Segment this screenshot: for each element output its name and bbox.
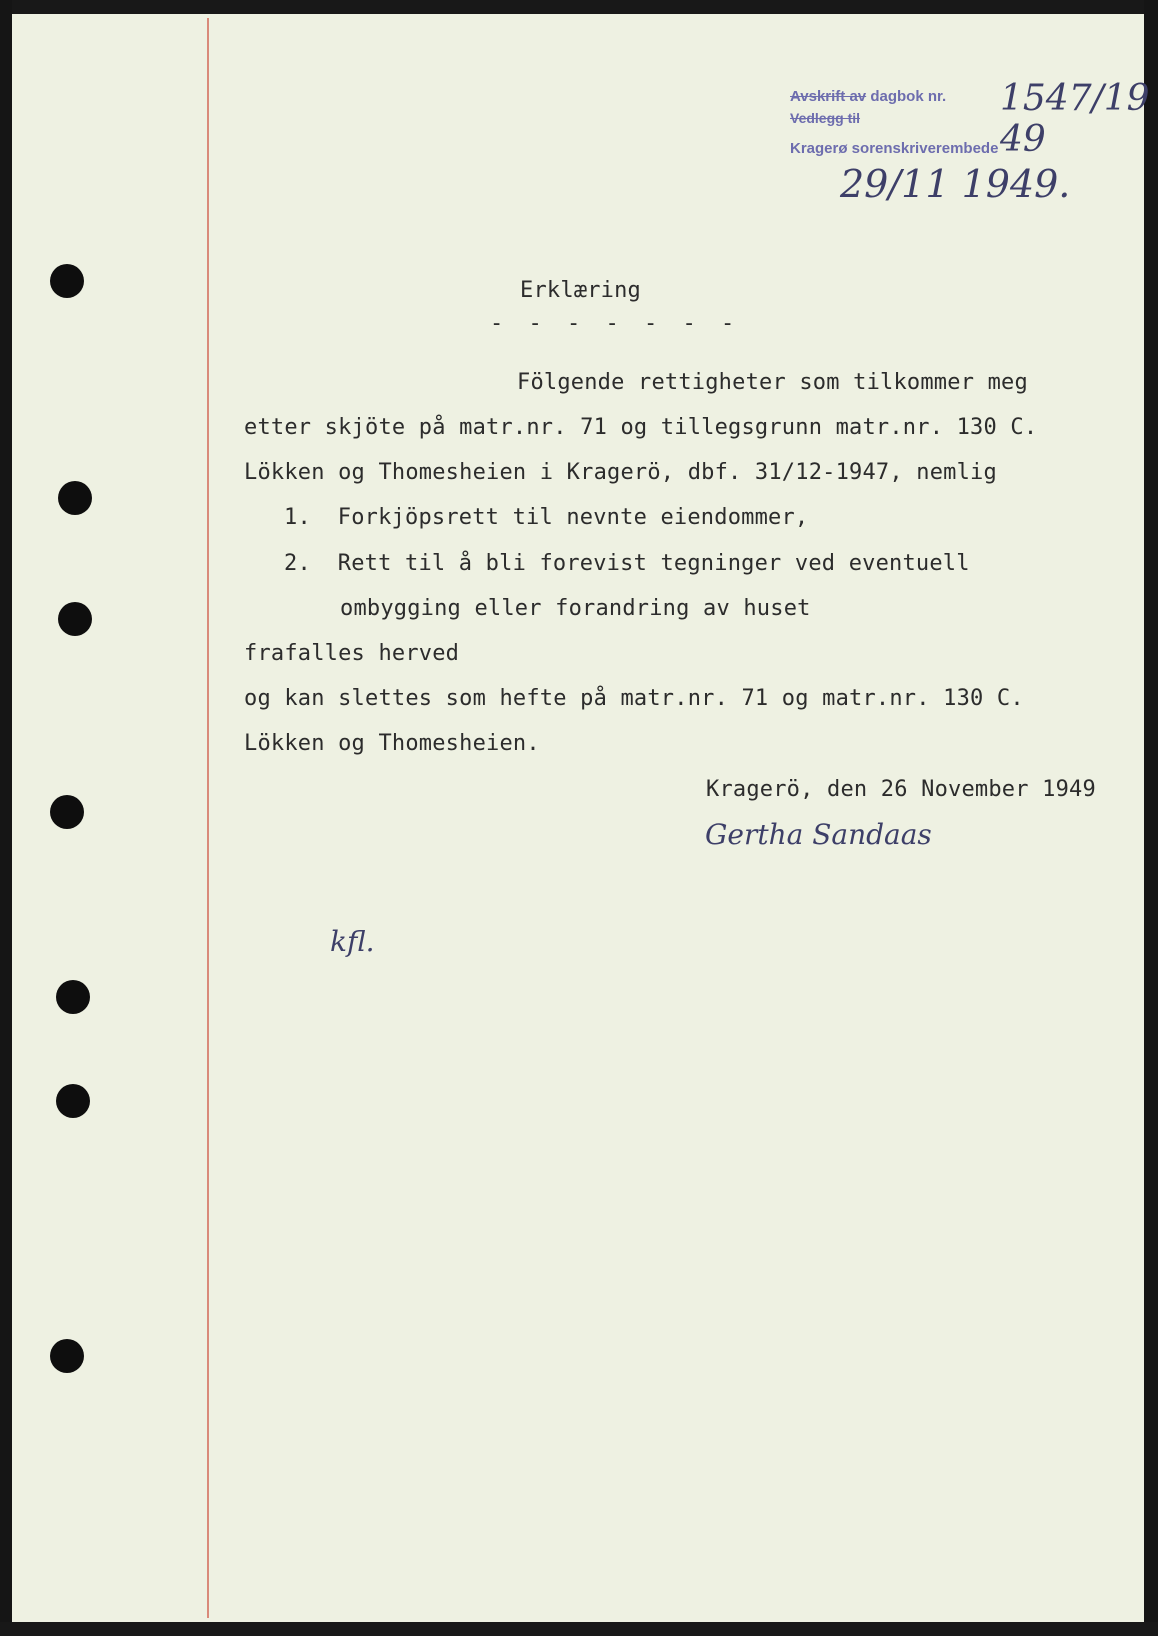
text-line: og kan slettes som hefte på matr.nr. 71 og matr.nr. 130 C. <box>244 686 1024 711</box>
text-line: Lökken og Thomesheien. <box>244 731 540 756</box>
scan-edge-right <box>1144 0 1158 1636</box>
list-item: 2. Rett til å bli forevist tegninger ved eventuell <box>284 551 970 576</box>
document-title: Erklæring <box>520 278 642 303</box>
text-line: Lökken og Thomesheien i Kragerö, dbf. 31/12-1947, nemlig <box>244 460 997 485</box>
diary-number: 1547/19 49 <box>1000 78 1150 160</box>
signature: Gertha Sandaas <box>705 818 932 851</box>
text-line: Fölgende rettigheter som tilkommer meg <box>517 370 1028 395</box>
punch-hole <box>50 1339 84 1373</box>
receipt-date: 29/11 1949. <box>840 162 1071 206</box>
punch-hole <box>58 481 92 515</box>
text-line: etter skjöte på matr.nr. 71 og tillegsgrunn matr.nr. 130 C. <box>244 415 1038 440</box>
place-date: Kragerö, den 26 November 1949 <box>706 777 1096 802</box>
punch-hole <box>50 264 84 298</box>
punch-hole <box>56 980 90 1014</box>
scan-edge-top <box>0 0 1158 14</box>
handwritten-initials: kfl. <box>330 925 375 958</box>
stamp-text: dagbok nr. <box>870 88 947 105</box>
punch-hole <box>56 1084 90 1118</box>
title-underline: - - - - - - - <box>490 311 741 336</box>
list-item: 1. Forkjöpsrett til nevnte eiendommer, <box>284 505 809 530</box>
list-item-continuation: ombygging eller forandring av huset <box>340 596 811 621</box>
stamp-line-2: Vedlegg til <box>790 110 861 126</box>
stamp-struck-text: Avskrift av <box>790 88 867 105</box>
scan-edge-bottom <box>0 1622 1158 1636</box>
scan-edge-left <box>0 0 12 1636</box>
stamp-line-1 <box>790 88 946 105</box>
stamp-line-3: Kragerø sorenskriverembede <box>790 140 999 157</box>
punch-hole <box>58 602 92 636</box>
text-line: frafalles herved <box>244 641 460 666</box>
punch-hole <box>50 795 84 829</box>
margin-line <box>207 18 209 1618</box>
